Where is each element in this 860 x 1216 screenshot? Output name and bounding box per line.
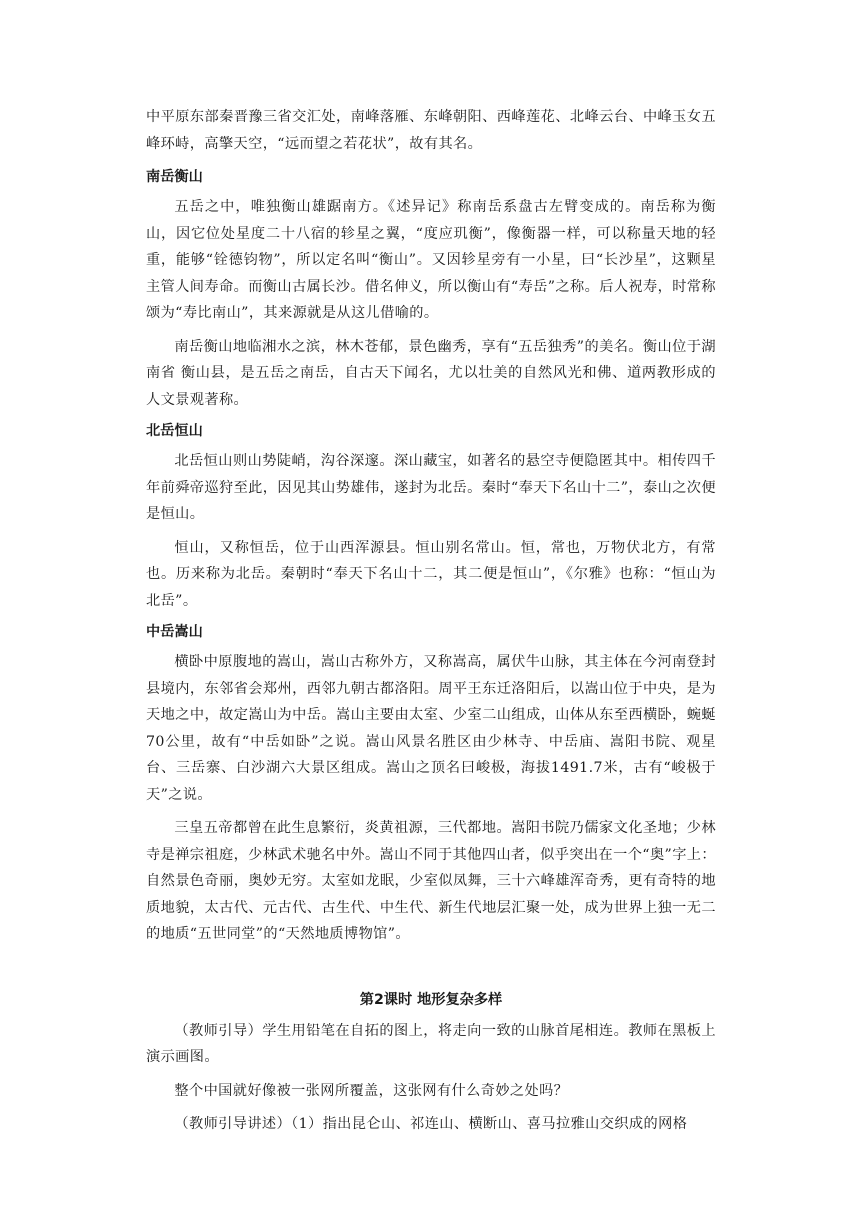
section-nanyue-hengshan [146, 166, 716, 413]
lesson-paragraph: （教师引导）学生用铅笔在自拓的图上，将走向一致的山脉首尾相连。教师在黑板上演示画图。 [146, 1022, 716, 1065]
lesson-section [146, 988, 716, 1138]
lesson-title: 第2课时 地形复杂多样 [359, 991, 503, 1008]
lesson-paragraph: 整个中国就好像被一张网所覆盖，这张网有什么奇妙之处吗？ [174, 1082, 569, 1099]
body-paragraph: 五岳之中，唯独衡山雄踞南方。《述异记》称南岳系盘古左臂变成的。南岳称为衡山，因它位处星度二十八宿的轸星之翼，“度应玑衡”，像衡器一样，可以称量天地的轻重，能够“铨德钧物”，所以定名叫“衡山”。又因轸星旁有一小星，曰“长沙星”，这颗星主管人间寿命。而衡山古属长沙。借名伸义，所以衡山有“寿岳”之称。后人祝寿，时常称颂为“寿比南山”，其来源就是从这儿借喻的。 [146, 199, 716, 321]
body-paragraph: 南岳衡山地临湘水之滨，林木苍郁，景色幽秀，享有“五岳独秀”的美名。衡山位于湖南省 衡山县，是五岳之南岳，自古天下闻名，尤以壮美的自然风光和佛、道两教形成的人文景观著称。 [146, 338, 716, 408]
section-heading: 北岳恒山 [146, 423, 203, 439]
section-zhongyue-songshan [146, 621, 716, 948]
body-paragraph: 三皇五帝都曾在此生息繁衍，炎黄祖源，三代都地。嵩阳书院乃儒家文化圣地；少林寺是禅宗祖庭，少林武术驰名中外。嵩山不同于其他四山者，似乎突出在一个“奥”字上：自然景色奇丽，奥妙无穷。太室如龙眠，少室似凤舞，三十六峰雄浑奇秀，更有奇特的地质地貌，太古代、元古代、古生代、中生代、新生代地层汇聚一处，成为世界上独一无二的地质“五世同堂”的“天然地质博物馆”。 [146, 820, 716, 942]
lesson-paragraph: （教师引导讲述）（1）指出昆仑山、祁连山、横断山、喜马拉雅山交织成的网格 [174, 1116, 688, 1132]
document-page [146, 104, 716, 1145]
body-paragraph: 横卧中原腹地的嵩山，嵩山古称外方，又称嵩高，属伏牛山脉，其主体在今河南登封县境内，东邻省会郑州，西邻九朝古都洛阳。周平王东迁洛阳后，以嵩山位于中央，是为天地之中，故定嵩山为中岳。嵩山主要由太室、少室二山组成，山体从东至西横卧，蜿蜒70公里，故有“中岳如卧”之说。嵩山风景名胜区由少林寺、中岳庙、嵩阳书院、观星台、三岳寨、白沙湖六大景区组成。嵩山之顶名曰峻极，海拔1491.7米，古有“峻极于天”之说。 [146, 654, 716, 803]
section-beiyue-hengshan [146, 420, 716, 614]
body-paragraph: 恒山，又称恒岳，位于山西浑源县。恒山别名常山。恒，常也，万物伏北方，有常也。历来称为北岳。秦朝时“奉天下名山十二，其二便是恒山”，《尔雅》也称：“恒山为北岳”。 [146, 539, 716, 609]
section-heading: 南岳衡山 [146, 169, 203, 185]
section-heading: 中岳嵩山 [146, 624, 203, 640]
body-paragraph: 北岳恒山则山势陡峭，沟谷深邃。深山藏宝，如著名的悬空寺便隐匿其中。相传四千年前舜帝巡狩至此，因见其山势雄伟，遂封为北岳。秦时“奉天下名山十二”，泰山之次便是恒山。 [146, 453, 716, 522]
intro-paragraph: 中平原东部秦晋豫三省交汇处，南峰落雁、东峰朝阳、西峰莲花、北峰云台、中峰玉女五峰环峙，高擎天空，“远而望之若花状”，故有其名。 [146, 109, 716, 152]
